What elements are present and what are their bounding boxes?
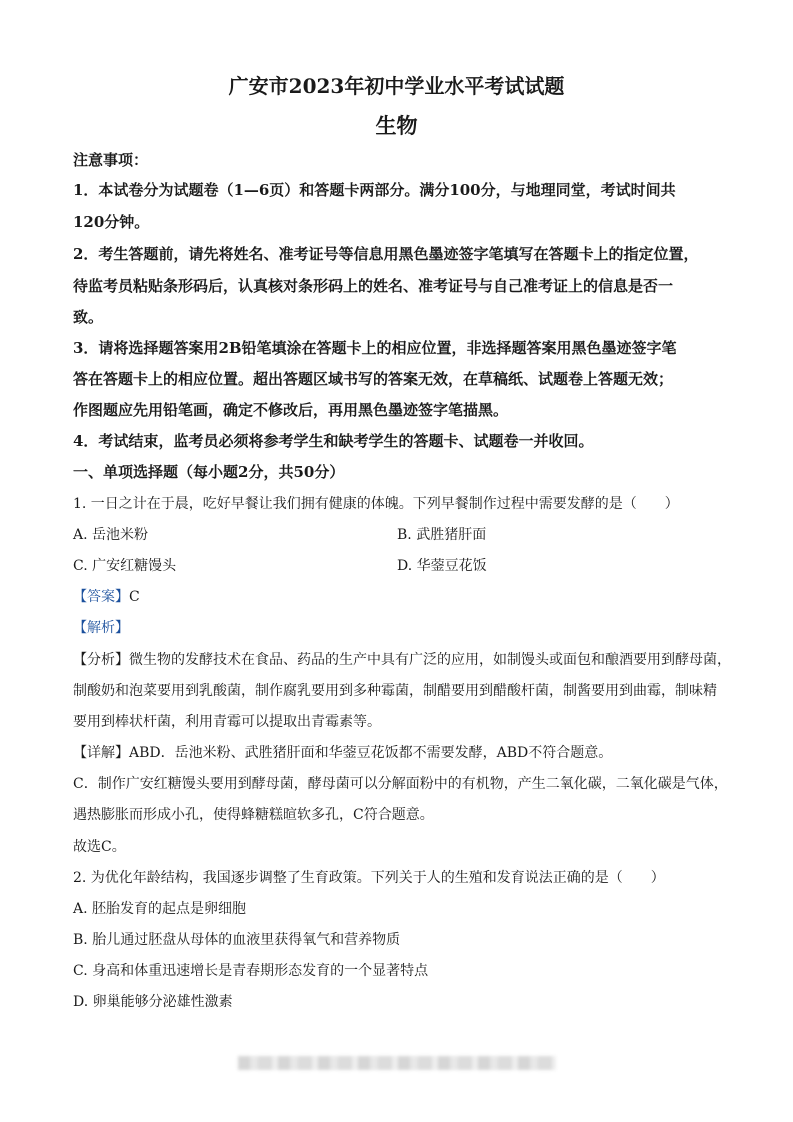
xiangjie-tag: 【详解】 [73,745,129,761]
q2-option-b: B. 胎儿通过胚盘从母体的血液里获得氧气和营养物质 [73,932,401,948]
notice-line: 1．本试卷分为试题卷（1—6页）和答题卡两部分。满分100分，与地理同堂，考试时间共 [73,181,676,199]
notice-line: 答在答题卡上的相应位置。超出答题区域书写的答案无效，在草稿纸、试题卷上答题无效； [73,370,674,388]
section-heading: 一、单项选择题（每小题2分，共50分） [73,463,345,481]
fenxi-line: 要用到棒状杆菌，利用青霉可以提取出青霉素等。 [73,714,381,730]
notice-line: 120分钟。 [73,213,150,231]
blurred-watermark [238,1056,556,1070]
analysis-tag: 【解析】 [73,620,129,636]
answer-tag: 【答案】 [73,589,129,605]
exam-title: 广安市2023年初中学业水平考试试题 [228,74,565,98]
xiangjie-line: 故选C。 [73,839,126,855]
answer-value: C [129,589,140,605]
fenxi-text: 微生物的发酵技术在食品、药品的生产中具有广泛的应用，如制馒头或面包和酿酒要用到酵母菌， [129,652,731,668]
notice-line: 2．考生答题前，请先将姓名、准考证号等信息用黑色墨迹签字笔填写在答题卡上的指定位置， [73,245,699,263]
q1-option-c: C. 广安红糖馒头 [73,558,177,574]
q2-option-a: A. 胚胎发育的起点是卵细胞 [73,901,247,917]
notice-line: 待监考员粘贴条形码后，认真核对条形码上的姓名、准考证号与自己准考证上的信息是否一 [73,277,674,295]
fenxi-line: 制酸奶和泡菜要用到乳酸菌，制作腐乳要用到多种霉菌，制醋要用到醋酸杆菌，制酱要用到曲霉，制味精 [73,683,717,699]
q1-answer [73,587,723,607]
xiangjie-line: 遇热膨胀而形成小孔，使得蜂糖糕暄软多孔，C符合题意。 [73,807,434,823]
q2-option-c: C. 身高和体重迅速增长是青春期形态发育的一个显著特点 [73,963,429,979]
xiangjie-line [73,743,723,763]
notice-line: 3．请将选择题答案用2B铅笔填涂在答题卡上的相应位置，非选择题答案用黑色墨迹签字笔 [73,339,677,357]
xiangjie-line: C．制作广安红糖馒头要用到酵母菌，酵母菌可以分解面粉中的有机物，产生二氧化碳，二氧化碳是气体， [73,776,728,792]
q1-option-a: A. 岳池米粉 [73,527,149,543]
q1-stem: 1. 一日之计在于晨，吃好早餐让我们拥有健康的体魄。下列早餐制作过程中需要发酵的是（ ） [73,496,679,512]
notice-line: 致。 [73,308,104,326]
q2-option-d: D. 卵巢能够分泌雄性激素 [73,994,233,1010]
fenxi-line [73,650,731,670]
q1-option-d: D. 华蓥豆花饭 [397,558,487,574]
xiangjie-text: ABD．岳池米粉、武胜猪肝面和华蓥豆花饭都不需要发酵，ABD不符合题意。 [129,745,613,761]
q2-stem: 2. 为优化年龄结构，我国逐步调整了生育政策。下列关于人的生殖和发育说法正确的是（ ） [73,870,665,886]
notice-line: 作图题应先用铅笔画，确定不修改后，再用黑色墨迹签字笔描黑。 [73,401,509,419]
fenxi-tag: 【分析】 [73,652,129,668]
q1-option-b: B. 武胜猪肝面 [397,527,487,543]
subject-title: 生物 [375,113,418,138]
notice-heading: 注意事项： [73,151,149,169]
notice-line: 4．考试结束，监考员必须将参考学生和缺考学生的答题卡、试题卷一并收回。 [73,432,594,450]
